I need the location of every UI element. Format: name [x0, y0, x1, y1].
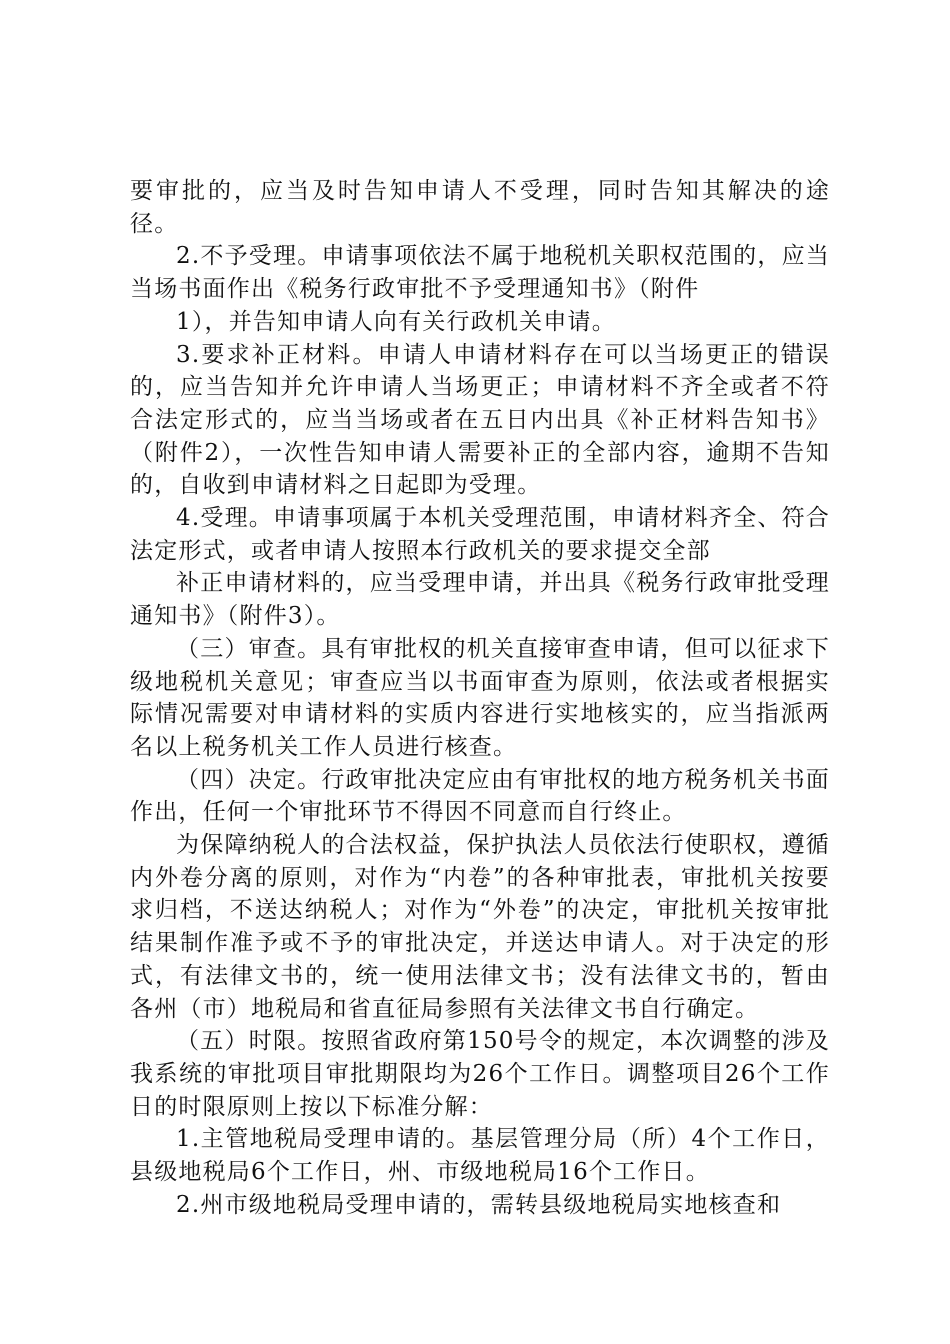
paragraph: 3.要求补正材料。申请人申请材料存在可以当场更正的错误的，应当告知并允许申请人当场更正；申请材料不齐全或者不符合法定形式的，应当当场或者在五日内出具《补正材料告知书》（附件2），一次性告知申请人需要补正的全部内容，逾期不告知的，自收到申请材料之日起即为受理。: [130, 341, 830, 499]
paragraph: 要审批的，应当及时告知申请人不受理，同时告知其解决的途径。: [130, 178, 830, 237]
paragraph: 2.州市级地税局受理申请的，需转县级地税局实地核查和: [176, 1191, 782, 1218]
paragraph: 2.不予受理。申请事项依法不属于地税机关职权范围的，应当当场书面作出《税务行政审批不予受理通知书》（附件: [130, 243, 830, 303]
paragraph: 为保障纳税人的合法权益，保护执法人员依法行使职权，遵循内外卷分离的原则，对作为“内卷”的各种审批表，审批机关按要求归档，不送达纳税人；对作为“外卷”的决定，审批机关按审批结果制作准予或不予的审批决定，并送达申请人。对于决定的形式，有法律文书的，统一使用法律文书；没有法律文书的，暂由各州（市）地税局和省直征局参照有关法律文书自行确定。: [130, 832, 830, 1022]
paragraph: 1），并告知申请人向有关行政机关申请。: [176, 308, 616, 335]
paragraph: （四）决定。行政审批决定应由有审批权的地方税务机关书面作出，任何一个审批环节不得因不同意而自行终止。: [130, 766, 830, 826]
paragraph: 4.受理。申请事项属于本机关受理范围，申请材料齐全、符合法定形式，或者申请人按照本行政机关的要求提交全部: [130, 505, 830, 564]
document-body: [130, 175, 830, 1222]
paragraph: 补正申请材料的，应当受理申请，并出具《税务行政审批受理通知书》（附件3）。: [130, 570, 830, 630]
paragraph: 1.主管地税局受理申请的。基层管理分局（所）4个工作日，县级地税局6个工作日，州、市级地税局16个工作日。: [130, 1126, 830, 1186]
paragraph: （五）时限。按照省政府第150号令的规定，本次调整的涉及我系统的审批项目审批期限均为26个工作日。调整项目26个工作日的时限原则上按以下标准分解：: [130, 1028, 830, 1120]
paragraph: （三）审查。具有审批权的机关直接审查申请，但可以征求下级地税机关意见；审查应当以书面审查为原则，依法或者根据实际情况需要对申请材料的实质内容进行实地核实的，应当指派两名以上税务机关工作人员进行核查。: [130, 635, 830, 760]
